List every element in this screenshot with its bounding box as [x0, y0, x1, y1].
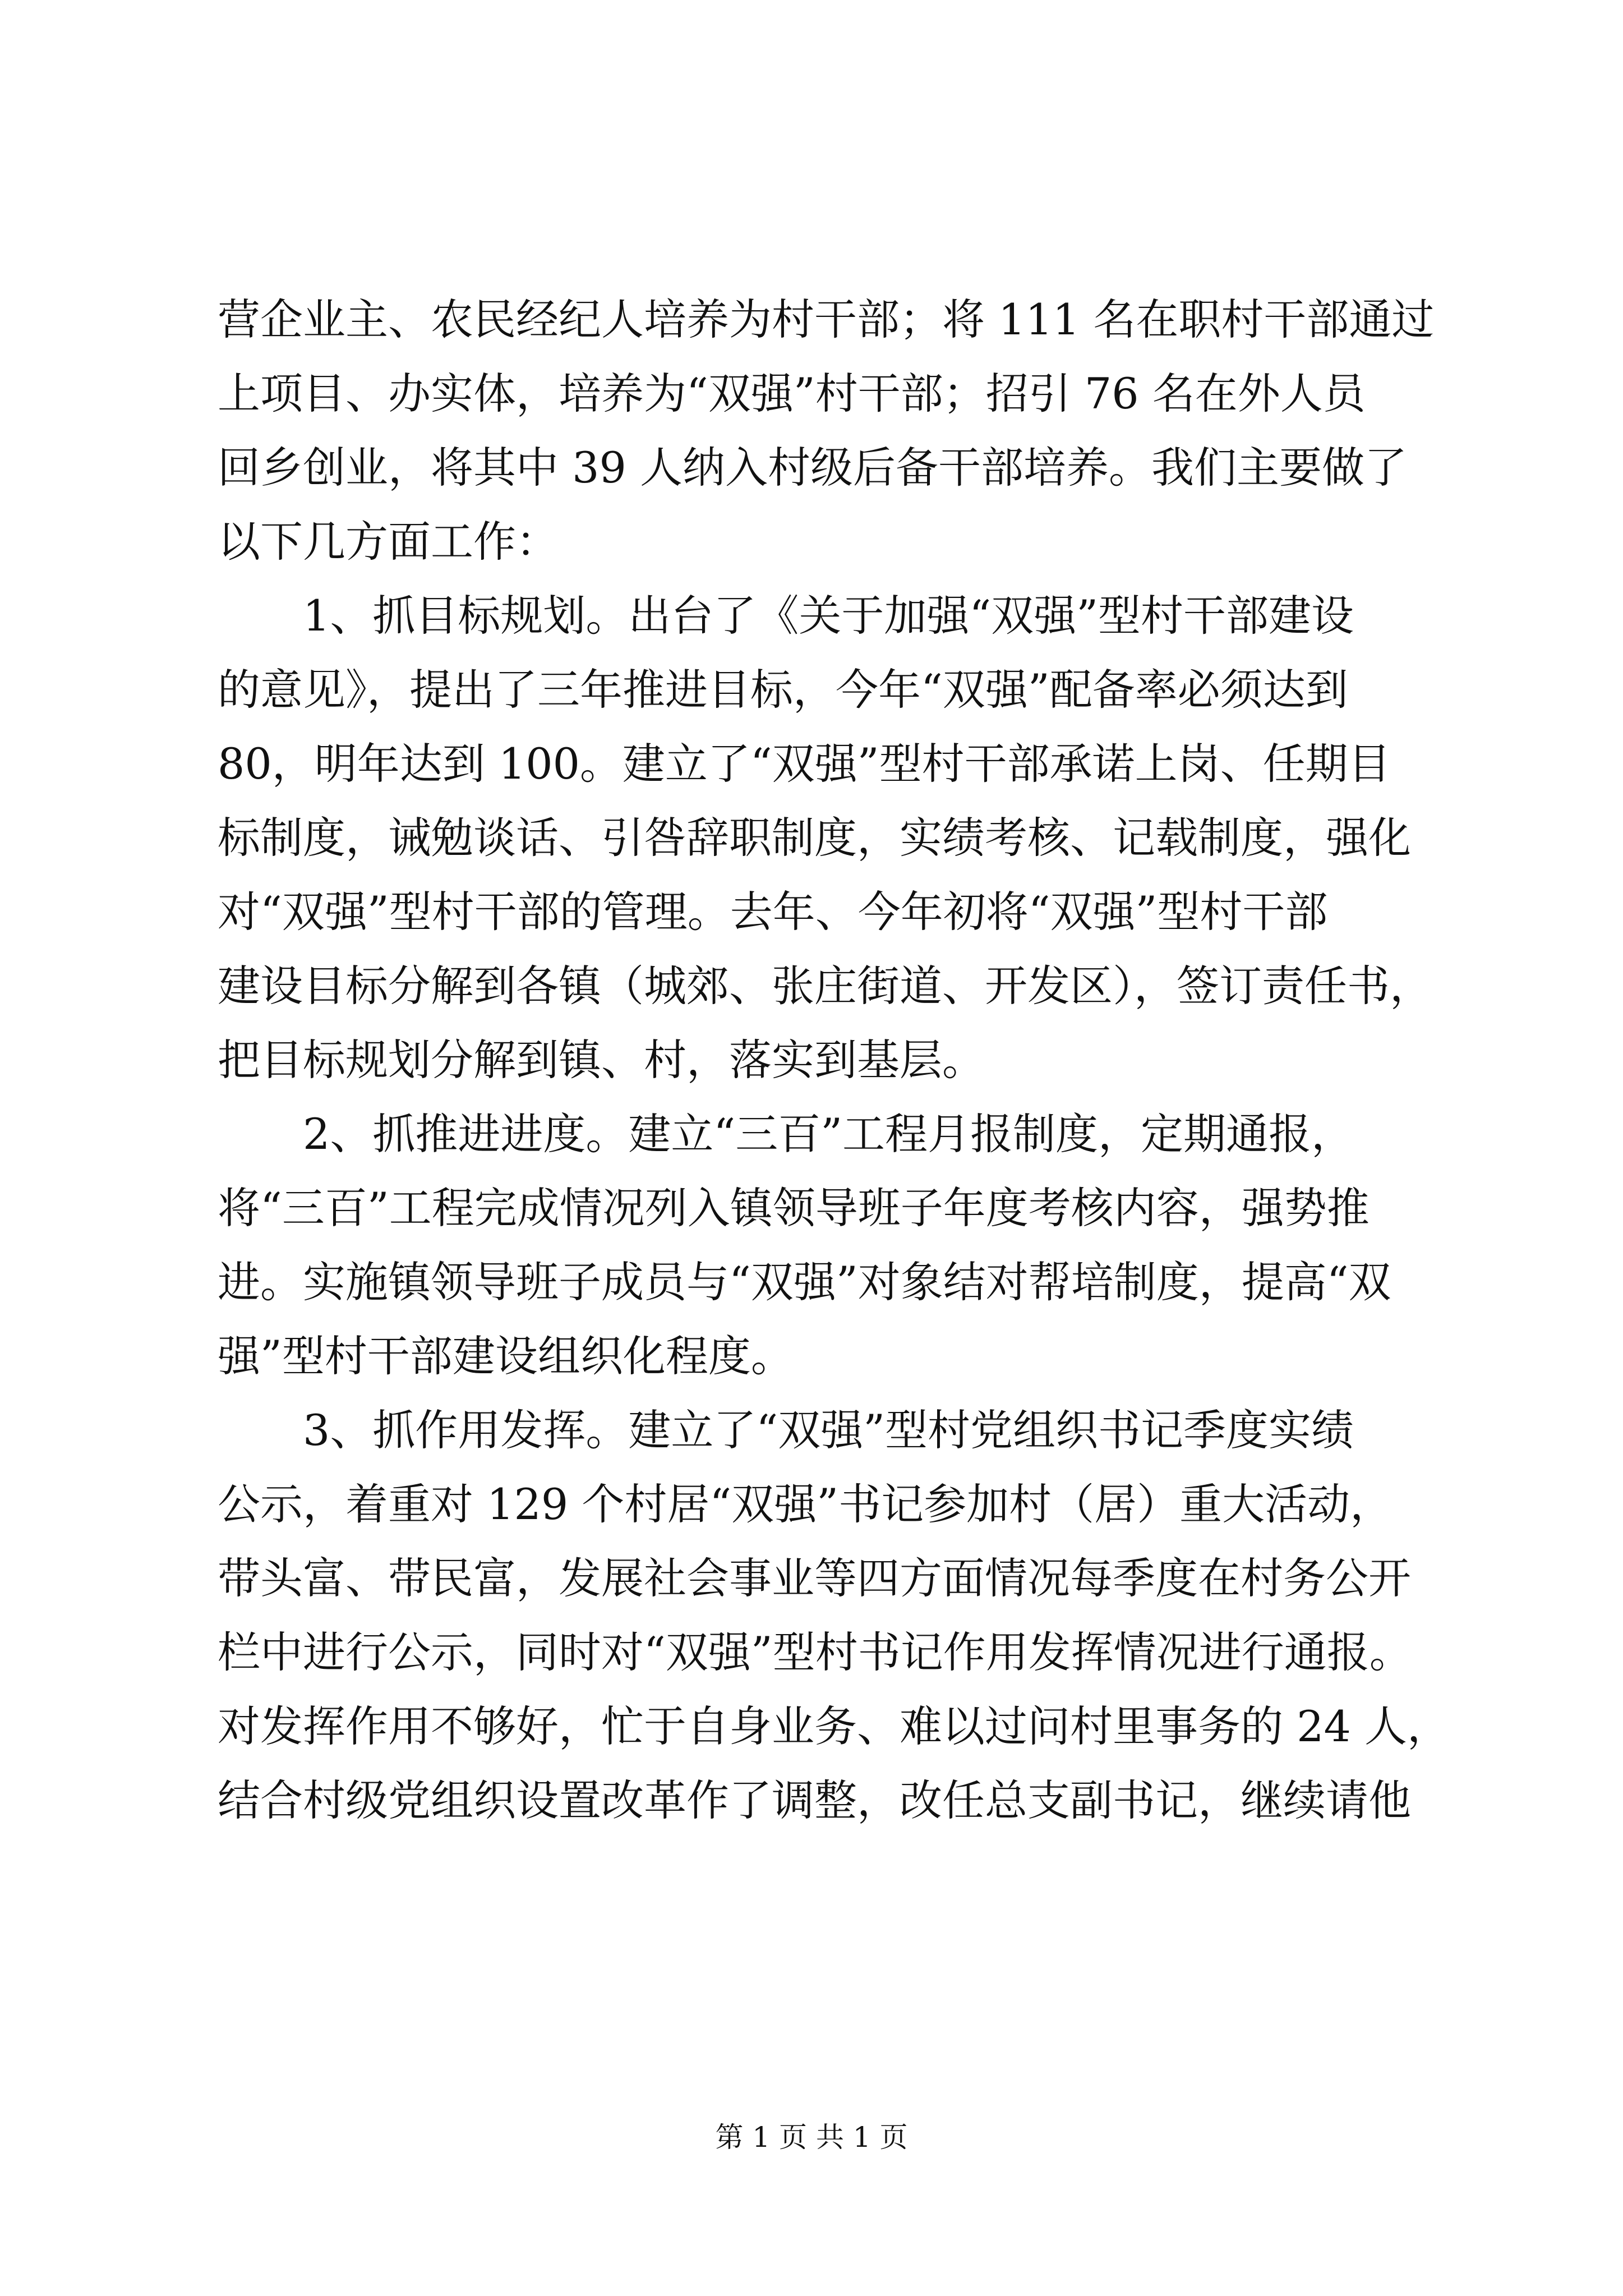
text-line: 把目标规划分解到镇、村，落实到基层。	[218, 1035, 985, 1085]
paragraph-first-line: 1、抓目标规划。出台了《关于加强“双强”型村干部建设	[303, 591, 1354, 641]
text-line: 结合村级党组织设置改革作了调整，改任总支副书记，继续请他	[218, 1775, 1411, 1825]
text-line: 标制度，诫勉谈话、引咎辞职制度，实绩考核、记载制度，强化	[218, 813, 1411, 863]
text-line: 将“三百”工程完成情况列入镇领导班子年度考核内容，强势推	[218, 1183, 1370, 1233]
text-line: 的意见》，提出了三年推进目标，今年“双强”配备率必须达到	[218, 665, 1348, 715]
text-line: 以下几方面工作：	[218, 517, 559, 567]
text-line: 回乡创业，将其中 39 人纳入村级后备干部培养。我们主要做了	[218, 443, 1408, 493]
text-line: 栏中进行公示，同时对“双强”型村书记作用发挥情况进行通报。	[218, 1627, 1412, 1677]
text-line: 公示，着重对 129 个村居“双强”书记参加村（居）重大活动，	[218, 1479, 1393, 1529]
text-line: 强”型村干部建设组织化程度。	[218, 1331, 794, 1381]
text-line: 进。实施镇领导班子成员与“双强”对象结对帮培制度，提高“双	[218, 1257, 1391, 1307]
paragraph-first-line: 2、抓推进进度。建立“三百”工程月报制度，定期通报，	[303, 1109, 1354, 1159]
text-line: 建设目标分解到各镇（城郊、张庄街道、开发区），签订责任书，	[218, 961, 1432, 1011]
paragraph-first-line: 3、抓作用发挥。建立了“双强”型村党组织书记季度实绩	[303, 1405, 1354, 1455]
text-line: 对发挥作用不够好，忙于自身业务、难以过问村里事务的 24 人，	[218, 1701, 1450, 1751]
page-footer: 第 1 页 共 1 页	[715, 2121, 908, 2154]
text-line: 对“双强”型村干部的管理。去年、今年初将“双强”型村干部	[218, 887, 1328, 937]
text-line: 带头富、带民富，发展社会事业等四方面情况每季度在村务公开	[218, 1553, 1411, 1603]
text-line: 80，明年达到 100。建立了“双强”型村干部承诺上岗、任期目	[218, 739, 1391, 789]
text-line: 营企业主、农民经纪人培养为村干部；将 111 名在职村干部通过	[218, 295, 1435, 344]
text-line: 上项目、办实体，培养为“双强”村干部；招引 76 名在外人员	[218, 369, 1366, 418]
